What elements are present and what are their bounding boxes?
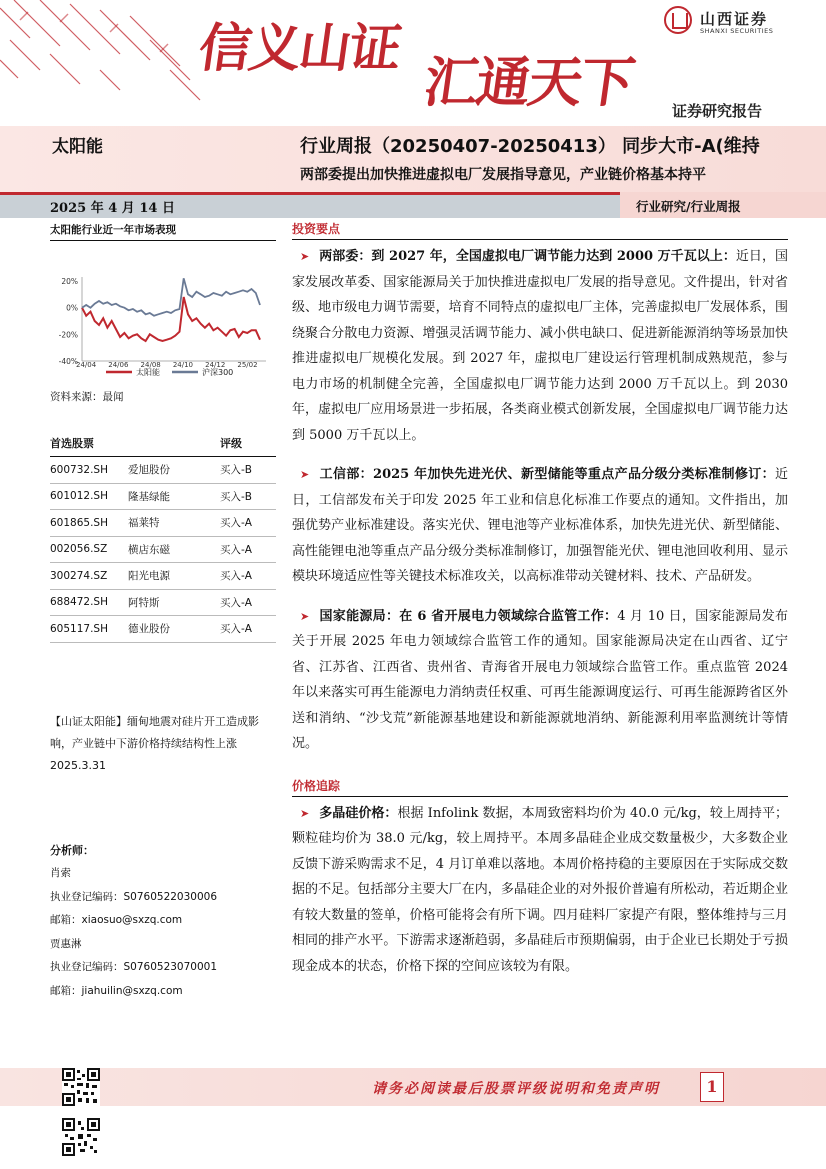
- section-heading-price-tracking: 价格追踪: [292, 775, 788, 797]
- analyst-license: 执业登记编码：S0760522030006: [50, 890, 218, 903]
- report-title: 行业周报（20250407-20250413） 同步大市-A(维持: [300, 136, 760, 157]
- table-row: [50, 536, 276, 563]
- report-date: 2025 年 4 月 14 日: [50, 201, 175, 216]
- page-number: 1: [700, 1072, 724, 1102]
- table-row: [50, 510, 276, 537]
- line-chart: [50, 241, 276, 381]
- report-category: 行业研究/行业周报: [636, 199, 741, 214]
- stock-rating: 买入-A: [220, 510, 276, 537]
- header-banner: [0, 0, 826, 126]
- stock-code: 688472.SH: [50, 589, 128, 616]
- bullet-paragraph: [292, 801, 788, 980]
- y-tick-label: -20%: [58, 330, 78, 340]
- column-header-blank: [128, 432, 220, 457]
- analyst-email[interactable]: 邮箱：xiaosuo@sxzq.com: [50, 914, 183, 926]
- stock-rating: 买入-A: [220, 616, 276, 643]
- analyst-name: 肖索: [50, 867, 71, 879]
- y-tick-label: -40%: [58, 357, 78, 366]
- sector-name: 太阳能: [52, 137, 103, 157]
- stock-name: 德业股份: [128, 616, 220, 643]
- paragraph-body: 根据 Infolink 数据，本周致密料均价为 40.0 元/kg，较上周持平；颗粒硅均价为 38.0 元/kg，较上周持平。本周多晶硅企业成交数量极少，大多数企业反馈下游采购需求不足，4 月订单难以落地。本周价格持稳的主要原因在于实际成交数据的不足。包括部分主要大厂在内，多晶硅企业的对外报价普遍有所松动，若近期企业有较大数量的签单，价格可能将会有所下调。四月硅料厂家提产有限，整体维持与三月相同的排产水平。下游需求逐渐趋弱，多晶硅后市预期偏弱，由于企业已长期处于亏损现金成本的状态，价格下探的空间应该较为有限。: [292, 805, 788, 974]
- footer-bar: [0, 1068, 826, 1106]
- stock-code: 601865.SH: [50, 510, 128, 537]
- table-header-row: [50, 432, 276, 457]
- table-row: [50, 483, 276, 510]
- slogan-part1: 信义山证: [195, 18, 404, 79]
- main-content: [292, 218, 788, 979]
- table-row: [50, 616, 276, 643]
- logo-name-en: SHANXI SECURITIES: [700, 27, 774, 35]
- x-tick-label: 24/04: [76, 361, 97, 369]
- preferred-stocks-table: [50, 432, 276, 643]
- slogan-part2: 汇通天下: [420, 50, 638, 114]
- stock-name: 阿特斯: [128, 589, 220, 616]
- analyst-header: 分析师：: [50, 843, 94, 857]
- x-tick-label: 24/10: [172, 361, 194, 369]
- x-tick-label: 24/12: [205, 361, 226, 369]
- stock-rating: 买入-A: [220, 589, 276, 616]
- chart-title: 太阳能行业近一年市场表现: [50, 218, 276, 241]
- paragraph-body: 近日，国家发展改革委、国家能源局关于加快推进虚拟电厂发展的指导意见。文件提出，针对省级、地市级电力调节需要，培育不同特点的虚拟电厂主体，完善虚拟电厂发展体系，围绕聚合分散电力资源、增强灵活调节能力、减小供电缺口、促进新能源消纳等场景加快推进虚拟电厂规模化发展。到 2027 年，虚拟电厂建设运行管理机制成熟规范，参与电力市场的机制健全完善，全国虚拟电厂调节能力达到 2000 万千瓦以上。到 2030 年，虚拟电厂应用场景进一步拓展，各类商业模式创新发展，全国虚拟电厂调节能力达到 5000 万千瓦以上。: [292, 249, 788, 443]
- x-tick-label: 24/08: [140, 361, 161, 369]
- analyst-name: 贾惠淋: [50, 937, 82, 950]
- qr-code-icon: [62, 1068, 100, 1106]
- title-bar: [0, 126, 826, 192]
- stock-rating: 买入-A: [220, 563, 276, 590]
- chart-source: 资料来源：最闻: [50, 391, 124, 403]
- analyst-info: [50, 839, 276, 1004]
- stock-name: 阳光电源: [128, 563, 220, 590]
- stock-code: 601012.SH: [50, 483, 128, 510]
- stock-name: 隆基绿能: [128, 483, 220, 510]
- qr-code-icon: [62, 1118, 100, 1156]
- company-logo: [664, 6, 814, 38]
- stock-name: 福莱特: [128, 510, 220, 537]
- section-heading-investment-points: 投资要点: [292, 218, 788, 240]
- column-header-rating: 评级: [220, 432, 276, 457]
- stock-code: 605117.SH: [50, 616, 128, 643]
- bullet-paragraph: [292, 462, 788, 590]
- stock-rating: 买入-B: [220, 457, 276, 484]
- column-header-stock: 首选股票: [50, 432, 128, 457]
- bullet-paragraph: [292, 244, 788, 448]
- table-row: [50, 457, 276, 484]
- arrow-bullet-icon: ➤: [300, 609, 310, 623]
- arrow-bullet-icon: ➤: [300, 806, 310, 820]
- y-tick-label: 0%: [66, 303, 78, 313]
- x-tick-label: 24/06: [108, 361, 129, 369]
- left-sidebar: [50, 218, 276, 1003]
- date-bar: [0, 192, 826, 218]
- logo-mark-icon: [664, 6, 692, 34]
- related-report[interactable]: 【山证太阳能】缅甸地震对硅片开工造成影响，产业链中下游价格持续结构性上涨 2025.3.31: [50, 714, 259, 772]
- stock-rating: 买入-A: [220, 536, 276, 563]
- paragraph-lead: 国家能源局：在 6 省开展电力领域综合监管工作：: [319, 608, 618, 624]
- stock-name: 横店东磁: [128, 536, 220, 563]
- analyst-email[interactable]: 邮箱：jiahuilin@sxzq.com: [50, 984, 183, 997]
- x-tick-label: 25/02: [237, 361, 258, 369]
- y-tick-label: 20%: [61, 277, 78, 286]
- report-type: 证券研究报告: [672, 102, 763, 120]
- legend-label-hs300: 沪深300: [202, 368, 234, 377]
- logo-name-cn: 山西证券: [700, 10, 769, 28]
- paragraph-lead: 两部委：到 2027 年，全国虚拟电厂调节能力达到 2000 万千瓦以上：: [319, 249, 736, 264]
- paragraph-lead: 多晶硅价格：: [319, 805, 398, 821]
- series-line-hs300: [82, 278, 260, 315]
- table-row: [50, 589, 276, 616]
- paragraph-body: 近日，工信部发布关于印发 2025 年工业和信息化标准工作要点的通知。文件指出，加强优势产业标准建设。落实光伏、锂电池等产业标准体系，加快先进光伏、新型储能、高性能锂电池等重点产品分级分类标准制修订，加强智能光伏、锂电池回收利用、显示模块环境适应性等关键技术标准攻关，以高标准带动关键材料、技术、产品研发。: [292, 467, 788, 584]
- stock-rating: 买入-B: [220, 483, 276, 510]
- disclaimer-notice: 请务必阅读最后股票评级说明和免责声明: [372, 1081, 660, 1097]
- paragraph-body: 4 月 10 日，国家能源局发布关于开展 2025 年电力领域综合监管工作的通知。国家能源局决定在山西省、辽宁省、江苏省、江西省、贵州省、青海省开展电力领域综合监管工作。重点监管 2024 年以来落实可再生能源电力消纳责任权重、可再生能源调度运行、可再生能源跨省区外送和消纳、“沙戈荒”新能源基地建设和新能源就地消纳、新能源利用率监测统计等情况。: [292, 608, 788, 751]
- report-subtitle: 两部委提出加快推进虚拟电厂发展指导意见，产业链价格基本持平: [300, 167, 706, 183]
- stock-code: 600732.SH: [50, 457, 128, 484]
- paragraph-lead: 工信部：2025 年加快先进光伏、新型储能等重点产品分级分类标准制修订：: [319, 467, 775, 482]
- market-performance-chart: [50, 241, 276, 381]
- table-row: [50, 563, 276, 590]
- arrow-bullet-icon: ➤: [300, 468, 310, 481]
- bullet-paragraph: [292, 604, 788, 757]
- stock-code: 002056.SZ: [50, 536, 128, 563]
- legend-label-solar: 太阳能: [136, 368, 160, 377]
- analyst-license: 执业登记编码：S0760523070001: [50, 961, 218, 973]
- stock-name: 爱旭股份: [128, 457, 220, 484]
- stock-code: 300274.SZ: [50, 563, 128, 590]
- arrow-bullet-icon: ➤: [300, 250, 310, 263]
